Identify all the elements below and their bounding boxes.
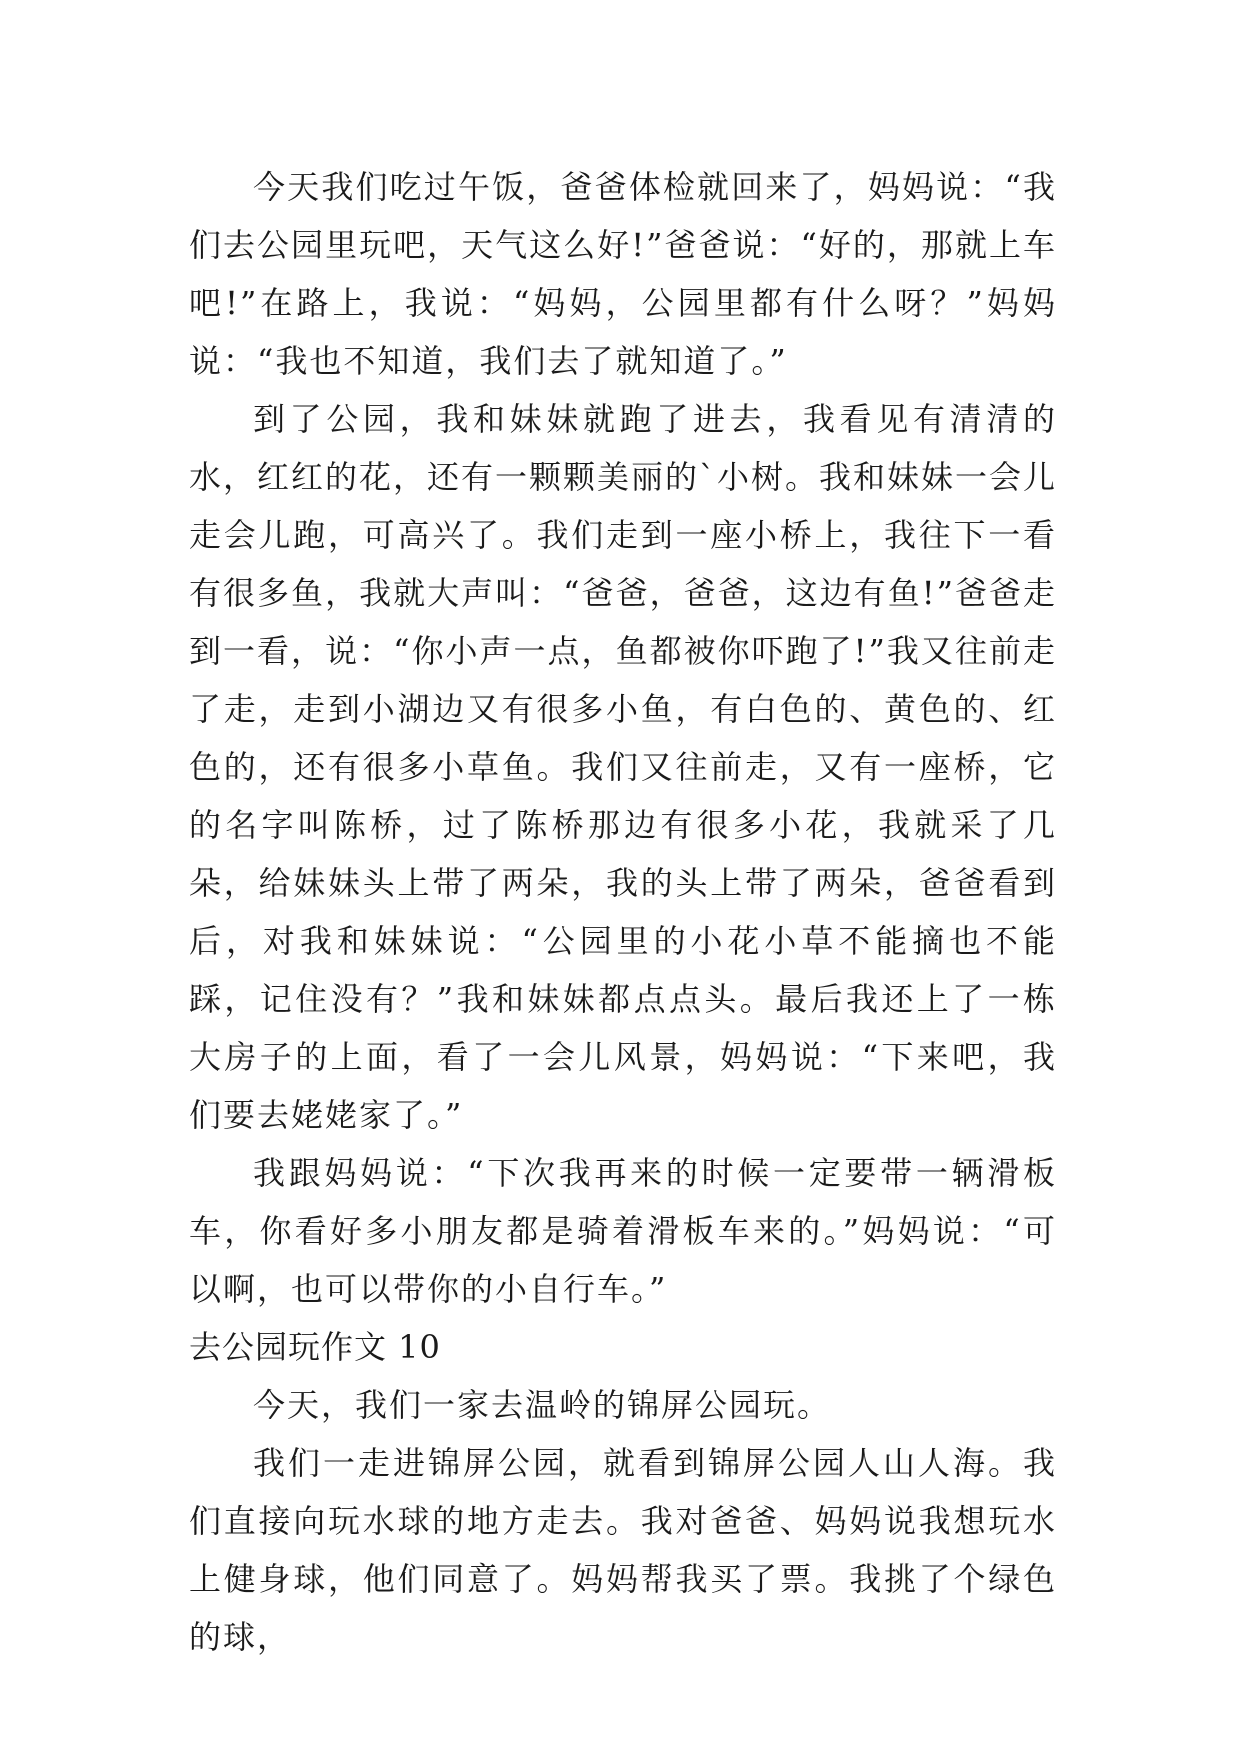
paragraph-lunch-trip: 今天我们吃过午饭，爸爸体检就回来了，妈妈说：“我们去公园里玩吧，天气这么好!”爸爸说：“好的，那就上车吧!”在路上，我说：“妈妈，公园里都有什么呀？”妈妈说：“我也不知道，我们去了就知道了。” [189, 168, 1057, 380]
paragraph-in-the-park: 到了公园，我和妹妹就跑了进去，我看见有清清的水，红红的花，还有一颗颗美丽的`小树。我和妹妹一会儿走会儿跑，可高兴了。我们走到一座小桥上，我往下一看有很多鱼，我就大声叫：“爸爸，爸爸，这边有鱼!”爸爸走到一看，说：“你小声一点，鱼都被你吓跑了!”我又往前走了走，走到小湖边又有很多小鱼，有白色的、黄色的、红色的，还有很多小草鱼。我们又往前走，又有一座桥，它的名字叫陈桥，过了陈桥那边有很多小花，我就采了几朵，给妹妹头上带了两朵，我的头上带了两朵，爸爸看到后，对我和妹妹说：“公园里的小花小草不能摘也不能踩，记住没有？”我和妹妹都点点头。最后我还上了一栋大房子的上面，看了一会儿风景，妈妈说：“下来吧，我们要去姥姥家了。” [189, 400, 1058, 1134]
paragraph-jinping-park-intro: 今天，我们一家去温岭的锦屏公园玩。 [253, 1386, 832, 1424]
paragraph-scooter-request: 我跟妈妈说：“下次我再来的时候一定要带一辆滑板车，你看好多小朋友都是骑着滑板车来的。”妈妈说：“可以啊，也可以带你的小自行车。” [189, 1154, 1057, 1308]
paragraph-water-ball: 我们一走进锦屏公园，就看到锦屏公园人山人海。我们直接向玩水球的地方走去。我对爸爸、妈妈说我想玩水上健身球，他们同意了。妈妈帮我买了票。我挑了个绿色的球， [189, 1444, 1057, 1656]
section-heading: 去公园玩作文 10 [189, 1328, 441, 1366]
essay-body [189, 158, 1057, 1666]
